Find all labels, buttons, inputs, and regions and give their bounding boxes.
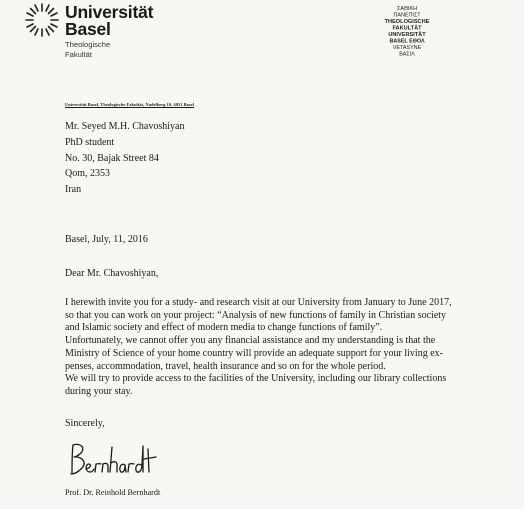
svg-text:FAKULTÄT: FAKULTÄT xyxy=(392,25,422,32)
university-name-line: Basel xyxy=(65,19,111,39)
salutation: Dear Mr. Chavoshiyan, xyxy=(65,268,159,279)
svg-text:UNIVERSITÄT: UNIVERSITÄT xyxy=(388,32,426,38)
svg-text:ΠΑΝΕΠΙΣΤ: ΠΑΝΕΠΙΣΤ xyxy=(393,12,421,19)
signer-name: Prof. Dr. Reinhold Bernhardt xyxy=(65,488,161,497)
body-line: so that you can work on your project: “Analysis of new functions of family in Christian society xyxy=(65,309,447,321)
recipient-country: Iran xyxy=(65,184,82,196)
body-line: I herewith invite you for a study- and research visit at our University from January to June 2017, xyxy=(65,297,452,308)
recipient-city: Qom, 2353 xyxy=(65,168,110,180)
svg-text:ΒΑΣΙΛ: ΒΑΣΙΛ xyxy=(399,51,415,58)
letter-date: Basel, July, 11, 2016 xyxy=(65,234,148,245)
closing: Sincerely, xyxy=(65,418,105,429)
body-line: and Islamic society and effect of modern media to change functions of family”. xyxy=(65,322,383,334)
faculty-line: Fakultät xyxy=(65,49,93,59)
letter-body xyxy=(65,297,452,399)
svg-text:BASEL ΕΘΟΛ: BASEL ΕΘΟΛ xyxy=(389,38,425,45)
recipient-name: Mr. Seyed M.H. Chavoshiyan xyxy=(65,121,185,132)
body-line: during your stay. xyxy=(65,385,133,397)
body-line: penses, accommodation, travel, health insurance and so on for the whole period. xyxy=(65,360,386,372)
university-name xyxy=(65,4,153,38)
sender-address-line: Universität Basel, Theologische Fakultät, Nadelberg 10, 4051 Basel xyxy=(65,102,194,107)
svg-text:ΣΑΘΙΚΗ: ΣΑΘΙΚΗ xyxy=(397,6,417,12)
university-name-line: Universität xyxy=(65,2,154,22)
body-line: Unfortunately, we cannot offer you any financial assistance and my understanding is that the xyxy=(65,335,436,347)
recipient-title: PhD student xyxy=(65,136,115,148)
svg-text:VETASYNE: VETASYNE xyxy=(392,45,422,51)
university-logo-icon xyxy=(24,2,60,38)
faculty-seal-icon xyxy=(374,3,440,61)
faculty-name xyxy=(65,40,110,59)
body-line: Ministry of Science of your home country will provide an adequate support for your living ex- xyxy=(65,347,443,359)
svg-text:THEOLOGISCHE: THEOLOGISCHE xyxy=(384,19,430,25)
handwritten-signature xyxy=(66,441,166,481)
faculty-line: Theologische xyxy=(65,40,111,49)
recipient-address xyxy=(65,119,184,198)
body-line: We will try to provide access to the facilities of the University, including our library collections xyxy=(65,373,447,385)
recipient-street: No. 30, Bajak Street 84 xyxy=(65,152,159,164)
